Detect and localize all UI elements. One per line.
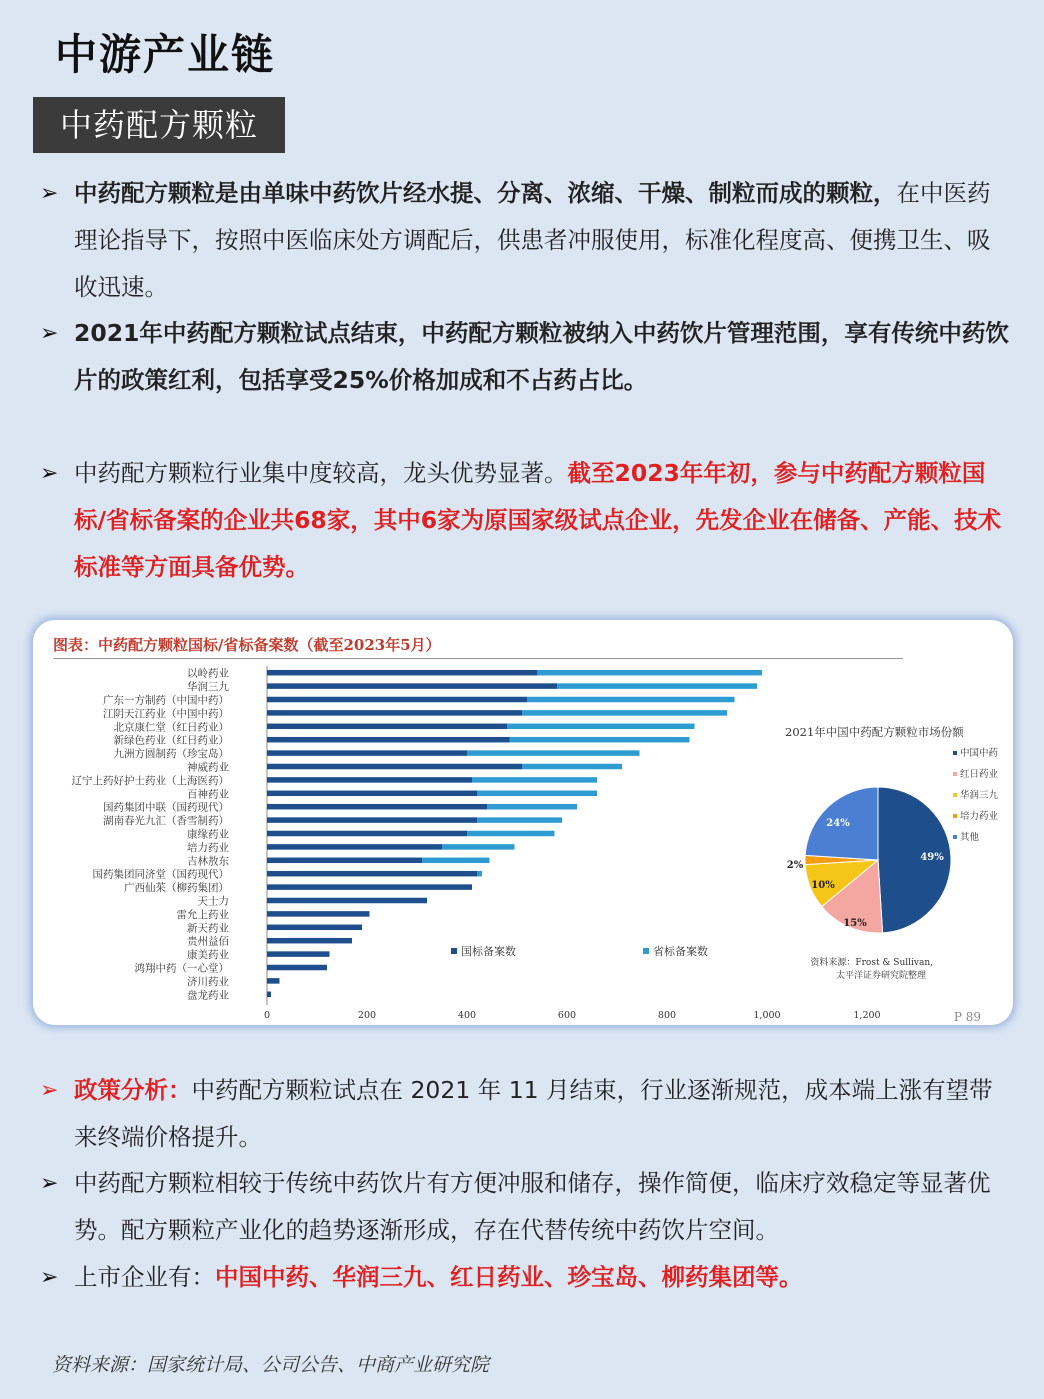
bar-segment bbox=[477, 871, 482, 877]
bullet-text: 在中医药理论指导下，按照中医临床处方调配后，供患者冲服使用，标准化程度高、便携卫生、吸收迅速。 bbox=[74, 179, 991, 301]
bar-segment bbox=[267, 817, 477, 823]
category-label: 贵州益佰 bbox=[187, 935, 229, 948]
bar-segment bbox=[267, 938, 352, 944]
bullet-text: 中药配方颗粒行业集中度较高，龙头优势显著。 bbox=[74, 459, 568, 487]
arrow-icon: ➢ bbox=[40, 181, 59, 206]
source-note: 资料来源：国家统计局、公司公告、中商产业研究院 bbox=[52, 1354, 490, 1376]
x-tick-label: 0 bbox=[263, 1010, 271, 1021]
bar-segment bbox=[267, 804, 487, 810]
pie-legend-label: 培力药业 bbox=[960, 811, 999, 822]
bar-segment bbox=[267, 978, 280, 984]
bar-segment bbox=[267, 858, 422, 864]
bar-segment bbox=[267, 951, 330, 957]
pie-value-label: 24% bbox=[826, 818, 850, 829]
category-label: 新绿色药业（红日药业） bbox=[113, 734, 229, 747]
category-label: 九洲方圆制药（珍宝岛） bbox=[113, 748, 229, 761]
pie-legend-label: 红日药业 bbox=[960, 769, 999, 780]
bullet-text-bold: 中药配方颗粒是由单味中药饮片经水提、分离、浓缩、干燥、制粒而成的颗粒， bbox=[74, 179, 897, 207]
bar-segment bbox=[267, 750, 467, 756]
bullet-concentration bbox=[40, 450, 1010, 591]
x-tick-label: 600 bbox=[557, 1010, 577, 1021]
pie-legend-swatch bbox=[953, 772, 957, 776]
pie-legend-label: 中国中药 bbox=[960, 748, 999, 759]
bar-segment bbox=[267, 844, 442, 850]
bullet-text: 上市企业有： bbox=[74, 1263, 215, 1291]
bar-segment bbox=[267, 871, 477, 877]
bar-segment bbox=[472, 777, 597, 783]
category-label: 以岭药业 bbox=[187, 667, 229, 680]
bar-segment bbox=[522, 764, 622, 770]
arrow-icon: ➢ bbox=[40, 1078, 59, 1103]
category-label: 广东一方制药（中国中药） bbox=[103, 694, 229, 707]
page-title: 中游产业链 bbox=[55, 30, 276, 79]
category-label: 北京康仁堂（红日药业） bbox=[113, 721, 229, 734]
bullet-advantages bbox=[40, 1160, 1010, 1254]
chart-title: 图表：中药配方颗粒国标/省标备案数（截至2023年5月） bbox=[53, 636, 441, 654]
bar-segment bbox=[477, 817, 562, 823]
bullet-text-bold: 2021年中药配方颗粒试点结束，中药配方颗粒被纳入中药饮片管理范围，享有传统中药饮片的政策红利，包括享受25%价格加成和不占药占比。 bbox=[74, 319, 1009, 394]
x-tick-label: 1,200 bbox=[853, 1010, 881, 1021]
pie-value-label: 49% bbox=[920, 852, 944, 863]
bar-segment bbox=[477, 791, 597, 797]
category-label: 吉林敖东 bbox=[187, 855, 229, 868]
bullet-text-highlight: 中国中药、华润三九、红日药业、珍宝岛、柳药集团等。 bbox=[215, 1263, 803, 1291]
bar-segment bbox=[267, 724, 507, 730]
bar-segment bbox=[267, 670, 537, 676]
bar-segment bbox=[267, 697, 527, 703]
category-label: 神威药业 bbox=[187, 761, 229, 774]
category-label: 百神药业 bbox=[187, 788, 229, 801]
bar-segment bbox=[267, 710, 522, 716]
legend-label: 国标备案数 bbox=[461, 945, 516, 958]
category-label: 康美药业 bbox=[187, 949, 229, 962]
bar-segment bbox=[267, 884, 472, 890]
pie-legend-label: 其他 bbox=[960, 832, 980, 843]
arrow-icon: ➢ bbox=[40, 1171, 59, 1196]
chart-svg bbox=[33, 620, 1013, 1025]
bullet-policy-analysis bbox=[40, 1067, 1010, 1161]
bar-segment bbox=[467, 831, 555, 837]
bar-segment bbox=[267, 965, 327, 971]
category-label: 新天药业 bbox=[187, 922, 229, 935]
category-label: 华润三九 bbox=[187, 681, 229, 694]
pie-legend-swatch bbox=[953, 835, 957, 839]
legend-swatch bbox=[643, 948, 649, 954]
bar-segment bbox=[527, 697, 735, 703]
pie-legend-swatch bbox=[953, 793, 957, 797]
arrow-icon: ➢ bbox=[40, 461, 59, 486]
category-label: 国药集团中联（国药现代） bbox=[103, 801, 229, 814]
x-tick-label: 400 bbox=[457, 1010, 477, 1021]
pie-source-line: 资料来源：Frost & Sullivan, bbox=[810, 958, 933, 968]
bar-segment bbox=[422, 858, 490, 864]
category-label: 鸿翔中药（一心堂） bbox=[134, 962, 229, 975]
bullet-text-highlight: 截至2023年年初，参与中药配方颗粒国标/省标备案的企业共68家，其中6家为原国家级试点企业，先发企业在储备、产能、技术标准等方面具备优势。 bbox=[74, 459, 1002, 581]
bar-segment bbox=[467, 750, 640, 756]
x-tick-label: 1,000 bbox=[753, 1010, 781, 1021]
pie-title: 2021年中国中药配方颗粒市场份额 bbox=[785, 725, 964, 739]
x-tick-label: 200 bbox=[357, 1010, 377, 1021]
x-tick-label: 800 bbox=[657, 1010, 677, 1021]
bar-segment bbox=[510, 737, 690, 743]
arrow-icon: ➢ bbox=[40, 1265, 59, 1290]
bar-segment bbox=[267, 683, 557, 689]
page-label: P 89 bbox=[953, 1010, 981, 1024]
pie-legend-swatch bbox=[953, 751, 957, 755]
category-label: 盘龙药业 bbox=[187, 989, 229, 1002]
chart-card bbox=[33, 620, 1013, 1025]
legend-swatch bbox=[451, 948, 457, 954]
category-label: 湖南春光九汇（香雪制药） bbox=[103, 815, 229, 828]
section-title: 中药配方颗粒 bbox=[33, 97, 285, 153]
bar-segment bbox=[442, 844, 515, 850]
bar-segment bbox=[267, 898, 427, 904]
bullet-text-highlight: 政策分析： bbox=[74, 1076, 192, 1104]
pie-value-label: 15% bbox=[843, 918, 867, 929]
pie-legend-swatch bbox=[953, 814, 957, 818]
bar-segment bbox=[267, 764, 522, 770]
category-label: 国药集团同济堂（国药现代） bbox=[92, 868, 229, 881]
bar-segment bbox=[267, 925, 362, 931]
bullet-policy bbox=[40, 310, 1010, 404]
arrow-icon: ➢ bbox=[40, 321, 59, 346]
category-label: 辽宁上药好护士药业（上海医药） bbox=[71, 774, 229, 787]
pie-legend-label: 华润三九 bbox=[960, 790, 999, 801]
pie-value-label: 2% bbox=[786, 860, 804, 871]
bullet-listed-companies bbox=[40, 1254, 1010, 1301]
category-label: 雷允上药业 bbox=[176, 908, 229, 921]
bar-segment bbox=[267, 911, 370, 917]
bar-segment bbox=[487, 804, 577, 810]
category-label: 江阴天江药业（中国中药） bbox=[103, 707, 229, 720]
category-label: 广西仙茱（柳药集团） bbox=[124, 882, 229, 895]
bar-segment bbox=[267, 777, 472, 783]
category-label: 天士力 bbox=[197, 895, 229, 908]
bar-segment bbox=[267, 831, 467, 837]
pie-source-line: 太平洋证券研究院整理 bbox=[835, 971, 926, 981]
bar-segment bbox=[507, 724, 695, 730]
bullet-definition bbox=[40, 170, 1010, 311]
category-label: 康缘药业 bbox=[187, 828, 229, 841]
category-label: 济川药业 bbox=[187, 975, 229, 988]
pie-value-label: 10% bbox=[811, 880, 835, 891]
bar-segment bbox=[267, 992, 271, 998]
bullet-text: 中药配方颗粒试点在 2021 年 11 月结束，行业逐渐规范，成本端上涨有望带来终端价格提升。 bbox=[74, 1076, 993, 1151]
bar-segment bbox=[267, 791, 477, 797]
bar-segment bbox=[537, 670, 762, 676]
bullet-text: 中药配方颗粒相较于传统中药饮片有方便冲服和储存，操作简便，临床疗效稳定等显著优势。配方颗粒产业化的趋势逐渐形成，存在代替传统中药饮片空间。 bbox=[74, 1169, 991, 1244]
category-label: 培力药业 bbox=[187, 841, 229, 854]
bar-segment bbox=[522, 710, 727, 716]
bar-segment bbox=[267, 737, 510, 743]
legend-label: 省标备案数 bbox=[653, 945, 708, 958]
bar-segment bbox=[557, 683, 757, 689]
